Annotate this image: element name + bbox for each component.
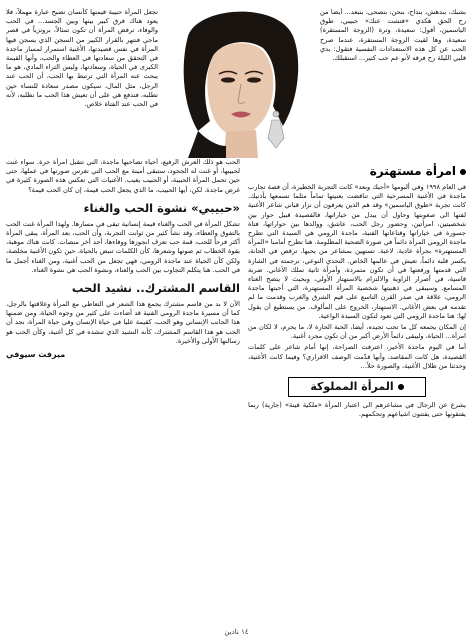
left-paragraph-3: الآن لا بد من قاسم مشترك يجمع هذا الشعر في التعاطي مع المرأة وعلاقتها بالرجل، كما أن مسيرة ماجدة الرومي الفنية قد أضاءت على كثير من وجوه الحياة، ومن ضمنها هذا الجانب الإنساني وهو الحب، كقيمة عليا في حياة الإنسان وفي حياة المرأة، نجد أن الحب هو هذا القاسم المشترك، كأنه النشيد الذي تنشده في كل أغنية، وكأن الحب هو رسالتها الأولى والأخيرة.	[6, 300, 240, 345]
left-paragraph-1: الحب هو ذلك العرش الرفيع، أحياء تصاحبها ماجدة، التي تتقبل امرأة حرة. سواء غنت لحبيبها، أو غنت له الجحود، ستبقى أمينة مع الحب التي تغرس صورتها في عملها، حتى حين تحمل المرأة الحبيبة، أو الحبيب يغيب. الأغنيات التي تعكس هذه الصورة كثيرة في غرض ماجدة. لكن، أيها الحبيب، ما الذي يجعل الحب قيمة، إن كان الحب قيمة؟	[6, 158, 240, 194]
left-intro-paragraph: تجعل المرأة حبيبة قيمتها كأنسان تصبح عبارة مهملاً، فلا يعود هناك فرق كبير بينها وبين الجسد... في الحب والوفاء، ترفض المرأة أن تكون تمثالاً، برونزياً في قصر ماجي فنتهر بالقرار الكبير من السجن الذي يسجن فيها المرأة في نفس قصيدتها، الأغنية استمرار لمسار ماجدة في التحقق من سعادتها في العطاء والحب، وأنها القيمة الكبرى في الحياة، وسعادتها، وليس الثراء المادي، هو ما يبحث عنه المرأة التي ترتبط بها الحب، أن الحب عند الرجل، مثل المال، سيكون مصدر سعادة للنساء حين تطلبه، فتدفع هي على أن تعيش هذا الحب ما تطلبه، لأنه في الحب عند الفتاة خلاص.	[6, 8, 158, 109]
bullet-icon	[460, 169, 466, 175]
right-paragraph-2: إن المكان يجمعه كل ما تحب تجيده، أيضا، الحبة الحارة لا، ما يحرم، لا لكان من امرأة... الحياة، وليبقى دائماً الأرض أكبر من أن تكون مجرد أغنية.	[248, 323, 466, 341]
heading-owned-woman: المرأة المملوكة	[288, 377, 426, 397]
heading-common-denominator: القاسم المشترك.. نشيد الحب	[71, 281, 240, 296]
right-intro-paragraph: بشبك، بندهش، بنداح، بنحن، بنصحى، بنبعد... أيضا من رح الحق هكذي «فتشت عنك» حبيبي، طوق الياسمين، أقول: سعيدة، وترة (الزوجة المستقرة) سعيدة، وها لقيت الزوجة المستقرة، عندما صرح الحب عن كل هذه الاستعدادات النفسية فتقول: بدي قلبي الليلة رح فرقه لأنو عم حب كتير... استقبلك.	[320, 8, 466, 63]
portrait-photo	[158, 6, 318, 158]
left-column	[6, 158, 240, 628]
page-footer	[0, 628, 473, 636]
heading-reckless-woman: امرأة مستهترة	[248, 164, 466, 179]
portrait-image	[158, 6, 318, 158]
right-column-intro	[320, 8, 466, 158]
heading-habibi: «حبيبي» نشوة الحب والغناء	[83, 200, 240, 215]
right-paragraph-4: يشرع عن الرجال في مشاعرهم الى اعتبار المرأة «ملكية فينة» (جارية) ربما يفتقونها حتى يفتنون اشياعهم وتحكمهم.	[248, 401, 466, 419]
right-paragraph-1: في العام ١٩٩٨ وفي ألبومها «أحبك وبعد» كانت التجربة الخطيرة، أن قصة تجارب ماجدة في الأغنية المسرحية التي تناقضت بعنيتها تماماً مثلما تسمعها بأذنيك. كانت تجربة «طوق الياسمين» وقد هم الذين يعرفون أن نزار قباني شاعر الأغنية لفتها الى صعوبتها وحاول أن يبدل من خياراتها، فالقصيدة قبيل حوار بين شخصيتين، امرأتين، وحضور رجل الحب، عاشق، ووالدها بين حواراتها، فتاة جسورة في خياراتها وقناعاتها الفنية، ماجدة الرومي هي السيدة التي تطرح ماجدة الرومي المرأة دائماً في صورة الضحية المظلومة. هنا تطرح أمامنا «المرأة المستهترة» بجرأة عادية. لاعبة. تستهين بمشاعر من يحبها. ترقص في الحانة، يكسر قلبه دائماً، تعيش في عالمها الخاص. التحدي النوعي، ترجمته في الشارة التي قدمتها ورفعتها في أن تكون متمردة، وأمرأة ثانية تملك الأغاني. ضربة قاسية، في أصرار الزاوية والالتزام بالاستهتار الأولي، وبحيث لا يتضح الغناء المسامع. وسيبقى في ذهنيتها شخصية المرأة المستهترة، التي أحبتها ماجدة الرومي، علاقة في صدر القرن التاسع على قيم الشرق والغرب وقدمت ما لم تقدمه في بعض الأغاني. الاستهتار، الخروج على المألوف. من يستطيع أن يقول لها: هنا ماجدة الرومي التي تعود لتكون السيدة الواعية.	[248, 183, 466, 320]
right-column	[248, 158, 466, 628]
left-paragraph-2: تشكل المرأة في الحب والغناء قيمة إنسانية تبقى في مسارها. ولهذا المرأة غنت الحب بالتفوق والعطاء، وقد نشأ كثير من ثوابت التجربة، وأن الحب، بعد المرأة، يبقى المرأة أكثر فرحاً للحب، قمة حب تعرف انجوزها ووفاءها، أحد أخر منصات. كانت هناك موهبة، بقوة الخطاب ثم صوتها وشعرها، كأن الكلمات تنبض بالحياة، حين تكون الأغنية مخلصة، ولكن كأن الحياة عند ماجدة الرومي، فهي تجعل من الحب أغنية، ومن الغناء أجمل ما في الحب. هنا يتكلم التجاوب بين الحب والغناء، ونشوة الحب هي نشوة الغناء.	[6, 219, 240, 274]
right-paragraph-3: أما في اليوم ماجدة الأخير، اعترفت الصراحة، إنها أمام شاعر على كلمات القصيدة، هل كانت المقاصد، وأنها قدّمت الوصف الاقراري؟ وفيما كانت الأغنية، وحدثنا من ظلال الأغنية، والصورة حلاً...	[248, 343, 466, 370]
author-signature: ميرفت سيوفي	[6, 350, 66, 360]
left-column-intro	[6, 8, 158, 156]
page-label: ١٤ نادين	[224, 628, 249, 636]
bullet-icon	[398, 384, 404, 390]
